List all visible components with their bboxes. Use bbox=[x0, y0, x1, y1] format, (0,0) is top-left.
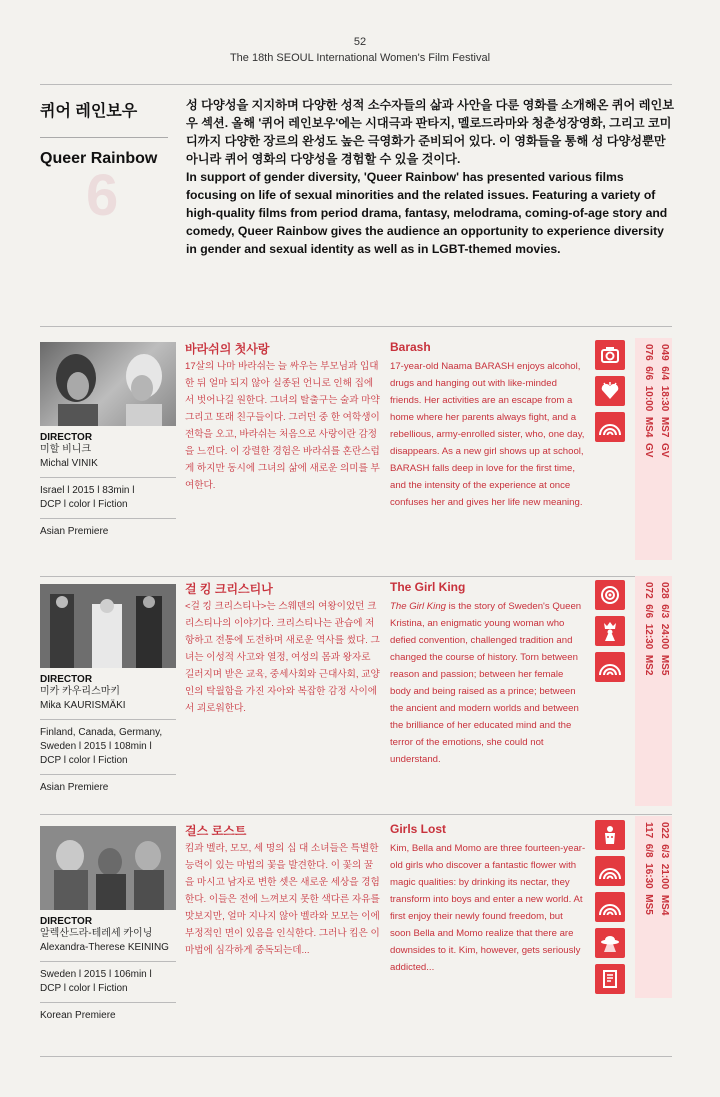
film-entry-the-girl-king bbox=[40, 580, 680, 810]
credits-divider bbox=[40, 518, 176, 519]
film-entry-girls-lost bbox=[40, 822, 680, 1052]
film-meta: Finland, Canada, Germany, bbox=[40, 727, 163, 738]
festival-title: The 18th SEOUL International Women's Film Festival bbox=[229, 52, 491, 64]
crown-figure-icon bbox=[595, 616, 625, 646]
ufo-icon bbox=[595, 928, 625, 958]
category-icons bbox=[595, 820, 627, 1000]
credits-divider bbox=[40, 477, 176, 478]
director-name-ko: 미카 카우리스마키 bbox=[40, 686, 121, 697]
synopsis-en-lead: The Girl King bbox=[390, 601, 446, 612]
page-number: 52 bbox=[353, 36, 367, 48]
page-header bbox=[0, 36, 720, 64]
director-label: DIRECTOR bbox=[40, 432, 93, 443]
film-meta: Sweden l 2015 l 108min l bbox=[40, 741, 152, 752]
heart-icon bbox=[595, 376, 625, 406]
intro-en: In support of gender diversity, 'Queer Rainbow' has presented various films focusing on life of sexual minorities and the related issues. Featuring a variety of high-quality films from period drama, fantasy, melodrama, coming-of-age story and comedy, Queer Rainbow gives the audience an opportunity to experience diversity in gender and sexual identity as well as in LGBT-themed movies. bbox=[186, 170, 668, 256]
film-credits bbox=[40, 432, 176, 539]
credits-divider bbox=[40, 961, 176, 962]
director-label: DIRECTOR bbox=[40, 674, 93, 685]
category-icons bbox=[595, 340, 627, 448]
film-still bbox=[40, 826, 176, 910]
director-name-en: Michal VINIK bbox=[40, 458, 98, 469]
film-credits bbox=[40, 674, 176, 795]
schedule-text: 028 6/3 24:00 MS5 072 6/6 12:30 MS2 bbox=[643, 582, 670, 676]
director-name-ko: 알렉산드라-테레세 카이닝 bbox=[40, 928, 153, 939]
header-divider bbox=[40, 84, 672, 85]
rainbow-icon bbox=[595, 652, 625, 682]
synopsis-ko: 킴과 벨라, 모모, 세 명의 십 대 소녀들은 특별한 능력이 있는 마법의 꽃을 발견한다. 이 꽃의 꿀을 마시고 남자로 변한 셋은 새로운 세상을 경험한다. 이들은 전에 느껴보지 못한 색다른 자유를 맛보지만, 얼마 지나지 않아 벨라와 모모는 이에 부정적인 면이 있음을 인식한다. 그러나 킴은 이 마법에 심각하게 중독되는데... bbox=[185, 843, 380, 956]
film-still bbox=[40, 584, 176, 668]
screening-schedule bbox=[635, 338, 672, 560]
target-icon bbox=[595, 580, 625, 610]
premiere-status: Asian Premiere bbox=[40, 526, 109, 537]
film-title-en: Barash bbox=[390, 340, 431, 354]
film-title-en: Girls Lost bbox=[390, 822, 447, 836]
schedule-text: 022 6/3 21:00 MS4 117 6/8 16:30 MS5 bbox=[643, 822, 670, 916]
credits-divider bbox=[40, 774, 176, 775]
camera-icon bbox=[595, 340, 625, 370]
section-watermark-number: 6 bbox=[86, 163, 119, 228]
film-title-ko: 바라쉬의 첫사랑 bbox=[185, 342, 270, 356]
rainbow-icon bbox=[595, 892, 625, 922]
footer-divider bbox=[40, 1056, 672, 1057]
screening-schedule bbox=[635, 576, 672, 806]
film-entry-barash bbox=[40, 338, 680, 568]
film-still bbox=[40, 342, 176, 426]
schedule-text: 049 6/4 18:30 MS7 GV 076 6/6 10:00 MS4 GV bbox=[643, 344, 670, 458]
section-heading bbox=[40, 98, 170, 168]
director-name-ko: 미할 비니크 bbox=[40, 444, 92, 455]
film-title-ko: 걸 킹 크리스티나 bbox=[185, 582, 273, 596]
premiere-status: Asian Premiere bbox=[40, 782, 109, 793]
screening-schedule bbox=[635, 816, 672, 998]
premiere-status: Korean Premiere bbox=[40, 1010, 116, 1021]
synopsis-ko: 17살의 나마 바라쉬는 늘 싸우는 부모님과 입대한 뒤 얼마 되지 않아 실종된 언니로 인해 집에서 벗어나길 원한다. 그녀의 탈출구는 술과 마약 그리고 또래 친구들이다. 그러던 중 한 여학생이 전학을 오고, 바라쉬는 처음으로 사랑이란 감정을 느낀다. 이 강렬한 경험은 바라쉬를 혼란스럽게 하지만 동시에 그녀의 삶에 새로운 의미를 부여한다. bbox=[185, 361, 380, 491]
credits-divider bbox=[40, 719, 176, 720]
synopsis-en: Kim, Bella and Momo are three fourteen-year-old girls who discover a fantastic flower with magic qualities: by drinking its nectar, they transform into boys and enter a new world. At first enjoy their newly found freedom, but soon Bella and Momo realize that there are downsides to it. Kim, however, gets seriously addicted... bbox=[390, 843, 586, 973]
film-title-en: The Girl King bbox=[390, 580, 466, 594]
synopsis-en-rest: is the story of Sweden's Queen Kristina, an enigmatic young woman who defied convention, challenged tradition and changed the course of history. Torn between reason and passion; between her female body and being raised as a prince; between the ancient and modern worlds and between the brilliance of her educated mind and the terror of the emotions, she could not understand. bbox=[390, 601, 582, 765]
synopsis-en: 17-year-old Naama BARASH enjoys alcohol, drugs and hanging out with like-minded friends. Her activities are an escape from a home where her parents always fight, and a rebellious, army-enrolled sister, who, one day, disappears. As a new girl shows up at school, BARASH falls deep in love for the first time, and the intensity of the experience at once confuses her and gives her life new meaning. bbox=[390, 361, 585, 508]
section-title-ko: 퀴어 레인보우 bbox=[40, 103, 138, 120]
intro-ko: 성 다양성을 지지하며 다양한 성적 소수자들의 삶과 사안을 다룬 영화를 소개해온 퀴어 레인보우 섹션. 올해 '퀴어 레인보우'에는 시대극과 판타지, 멜로드라마와 청춘성장영화, 그리고 코미디까지 다양한 장르의 완성도 높은 극영화가 준비되어 있다. 이 영화들을 통해 성 다양성뿐만 아니라 퀴어 영화의 다양성을 경험할 수 있을 것이다. bbox=[186, 98, 675, 166]
section-intro bbox=[186, 96, 676, 258]
film-meta: DCP l color l Fiction bbox=[40, 755, 128, 766]
film-meta: DCP l color l Fiction bbox=[40, 499, 128, 510]
film-meta: Israel l 2015 l 83min l bbox=[40, 485, 135, 496]
synopsis-en bbox=[390, 598, 586, 768]
film-credits bbox=[40, 916, 176, 1023]
film-title-ko: 걸스 로스트 bbox=[185, 824, 247, 838]
synopsis-ko: <걸 킹 크리스티나>는 스웨덴의 여왕이었던 크리스티나의 이야기다. 크리스티나는 관습에 저항하고 전통에 도전하며 새로운 역사를 썼다. 그녀는 이성적 사고와 열정, 여성의 몸과 왕자로 길러지며 받은 교육, 중세사회와 근대사회, 교양인의 탁월함을 가진 자아와 복잡한 감정 사이에서 괴로워한다. bbox=[185, 601, 380, 714]
film-divider bbox=[40, 576, 672, 577]
figure-icon bbox=[595, 820, 625, 850]
book-icon bbox=[595, 964, 625, 994]
section-title-en: Queer Rainbow bbox=[40, 150, 158, 167]
section-divider bbox=[40, 137, 168, 138]
director-name-en: Mika KAURISMÄKI bbox=[40, 700, 126, 711]
credits-divider bbox=[40, 1002, 176, 1003]
director-label: DIRECTOR bbox=[40, 916, 93, 927]
director-name-en: Alexandra-Therese KEINING bbox=[40, 942, 169, 953]
rainbow-icon bbox=[595, 856, 625, 886]
film-meta: Sweden l 2015 l 106min l bbox=[40, 969, 152, 980]
category-icons bbox=[595, 580, 627, 688]
film-meta: DCP l color l Fiction bbox=[40, 983, 128, 994]
rainbow-icon bbox=[595, 412, 625, 442]
film-divider bbox=[40, 326, 672, 327]
film-divider bbox=[40, 814, 672, 815]
